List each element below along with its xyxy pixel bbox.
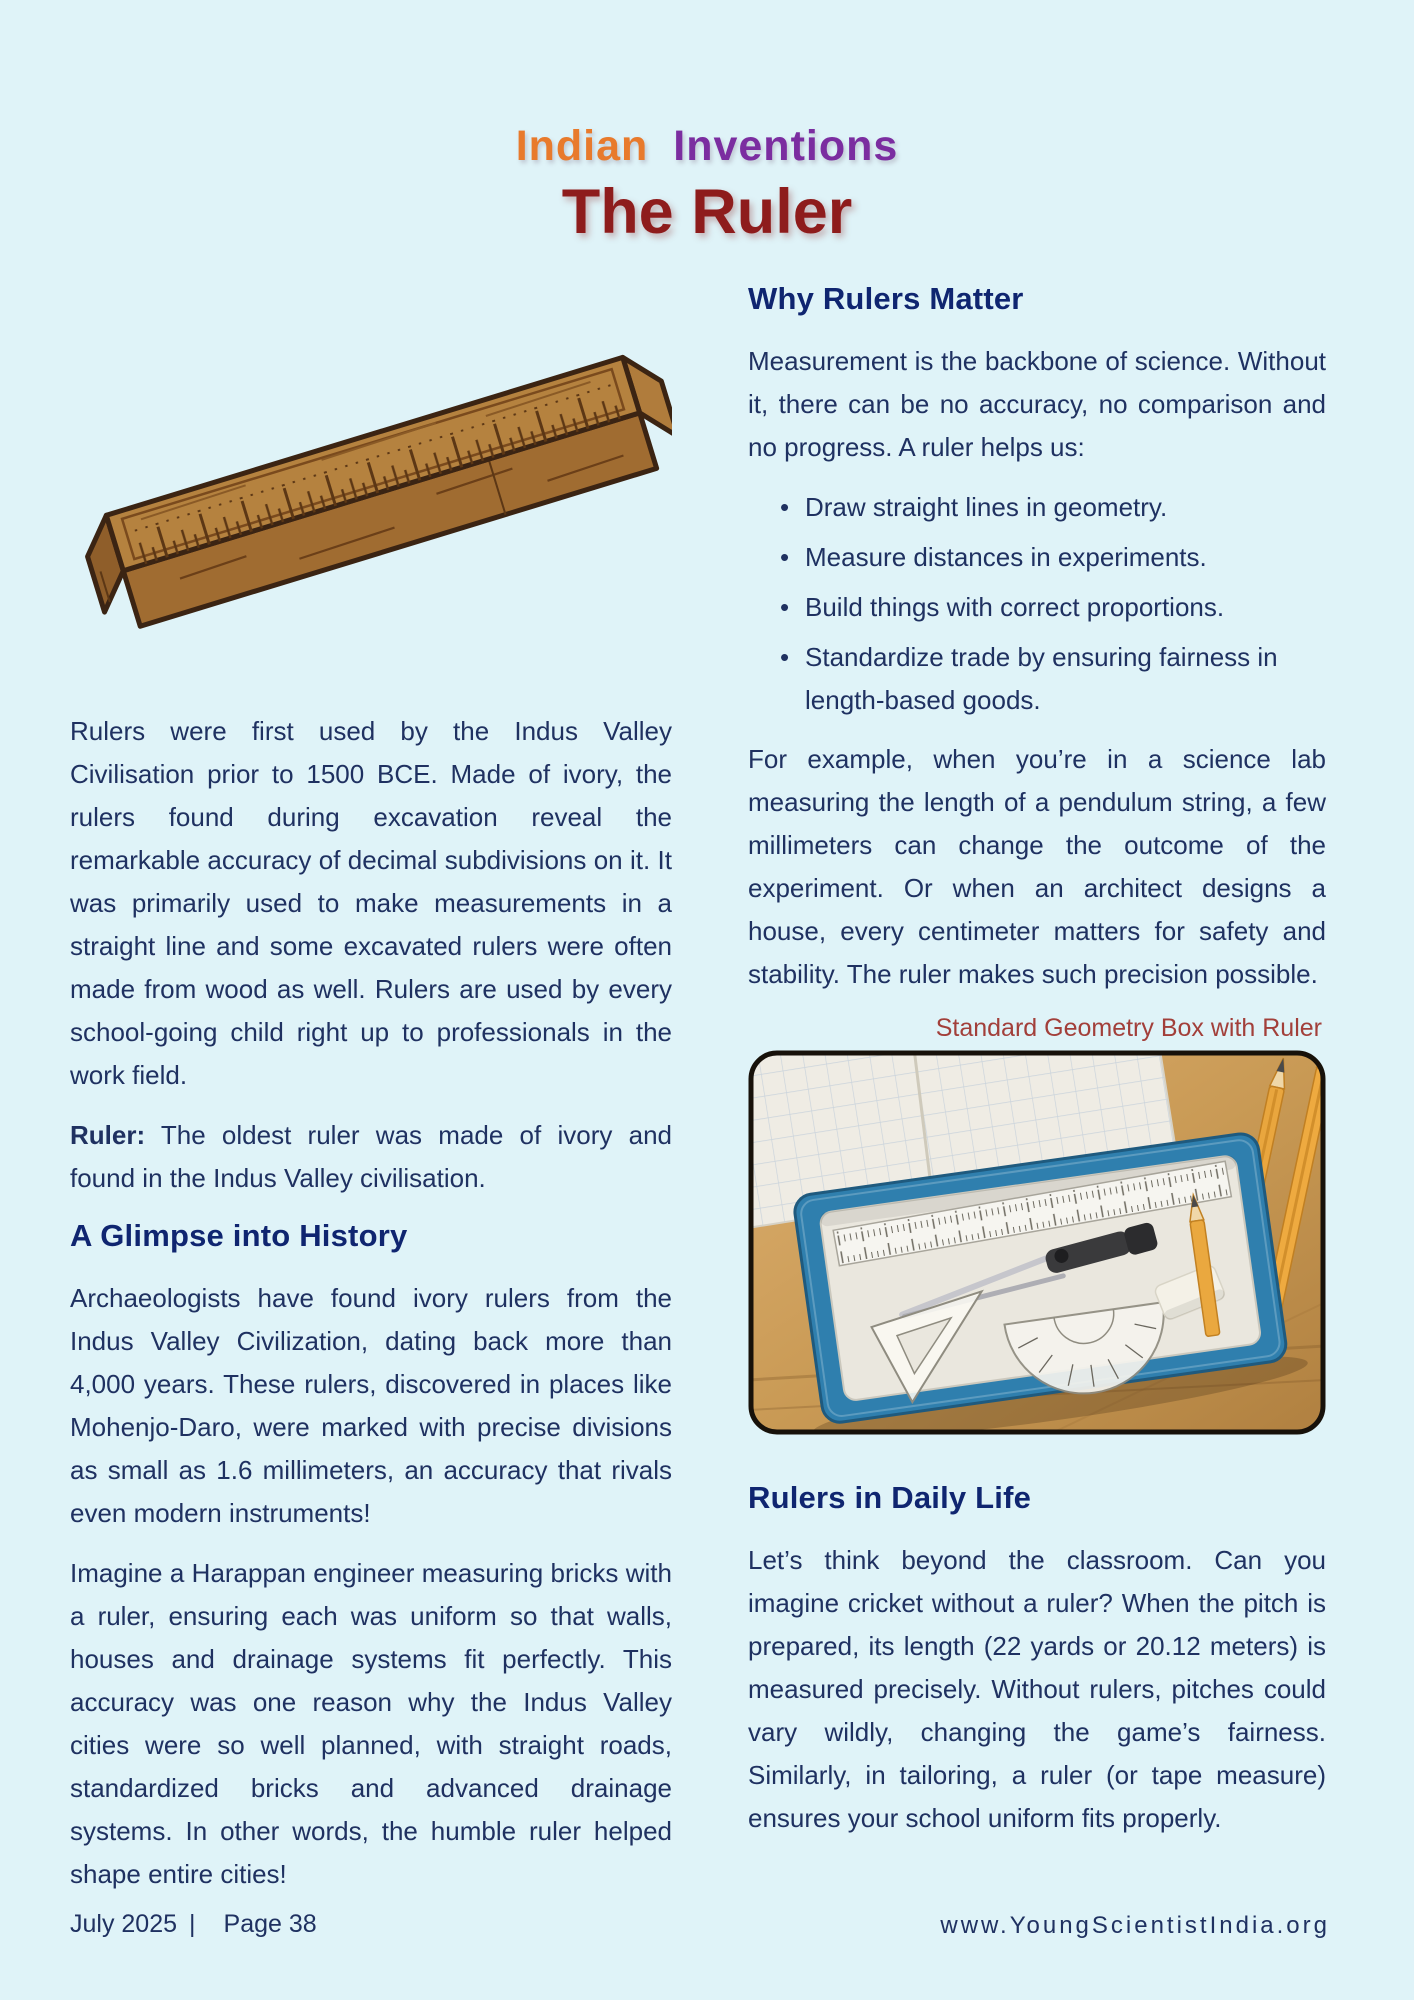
footer-website-link[interactable]: www.YoungScientistIndia.org [940, 1912, 1330, 1939]
list-item: • Measure distances in experiments. [780, 536, 1326, 579]
right-column [748, 280, 1326, 1857]
fact-paragraph [70, 1114, 672, 1200]
ruler-uses-list [748, 486, 1326, 722]
intro-paragraph: Rulers were first used by the Indus Valley Civilisation prior to 1500 BCE. Made of ivory, the rulers found during excavation reveal the remarkable accuracy of decimal subdivisions on it. It was primarily used to make measurements in a straight line and some excavated rulers were often made from wood as well. Rulers are used by every school-going child right up to professionals in the work field. [70, 716, 672, 1090]
footer-page-number: Page 38 [223, 1910, 317, 1938]
ruler-3d-group [78, 349, 672, 635]
why-rulers-heading: Why Rulers Matter [748, 281, 1024, 316]
list-item: • Draw straight lines in geometry. [780, 486, 1326, 529]
list-item: • Standardize trade by ensuring fairness in length-based goods. [780, 636, 1326, 722]
wooden-ruler-illustration [70, 286, 672, 684]
geometry-box-photo [748, 1050, 1326, 1435]
daily-life-paragraph: Let’s think beyond the classroom. Can you imagine cricket without a ruler? When the pitch is prepared, its length (22 yards or 20.12 meters) is measured precisely. Without rulers, pitches could vary wildly, changing the game’s fairness. Similarly, in tailoring, a ruler (or tape measure) ensures your school uniform fits properly. [748, 1545, 1326, 1833]
series-word-inventions: Inventions [673, 122, 899, 170]
history-heading: A Glimpse into History [70, 1218, 408, 1253]
why-paragraph: Measurement is the backbone of science. Without it, there can be no accuracy, no comparison and no progress. A ruler helps us: [748, 346, 1326, 462]
example-paragraph: For example, when you’re in a science lab measuring the length of a pendulum string, a few millimeters can change the outcome of the experiment. Or when an architect designs a house, every centimeter matters for safety and stability. The ruler makes such precision possible. [748, 744, 1326, 989]
fact-text: The oldest ruler was made of ivory and found in the Indus Valley civilisation. [70, 1120, 672, 1193]
left-column [70, 286, 672, 1913]
photo-scene [748, 1050, 1326, 1435]
list-item: • Build things with correct proportions. [780, 586, 1326, 629]
photo-caption: Standard Geometry Box with Ruler [935, 1014, 1322, 1042]
history-paragraph-2: Imagine a Harappan engineer measuring bricks with a ruler, ensuring each was uniform so that walls, houses and drainage systems fit perfectly. This accuracy was one reason why the Indus Valley cities were so well planned, with straight roads, standardized bricks and advanced drainage systems. In other words, the humble ruler helped shape entire cities! [70, 1558, 672, 1889]
footer-separator: | [189, 1910, 196, 1938]
history-paragraph-1: Archaeologists have found ivory rulers from the Indus Valley Civilization, dating back more than 4,000 years. These rulers, discovered in places like Mohenjo-Daro, were marked with precise divisions as small as 1.6 millimeters, an accuracy that rivals even modern instruments! [70, 1283, 672, 1528]
footer-left [70, 1910, 317, 1939]
page-title: The Ruler [561, 177, 853, 247]
series-title [0, 122, 1414, 171]
fact-label: Ruler: [70, 1120, 146, 1150]
daily-life-heading: Rulers in Daily Life [748, 1480, 1032, 1515]
footer-date: July 2025 [70, 1910, 178, 1938]
series-word-indian: Indian [515, 122, 649, 170]
